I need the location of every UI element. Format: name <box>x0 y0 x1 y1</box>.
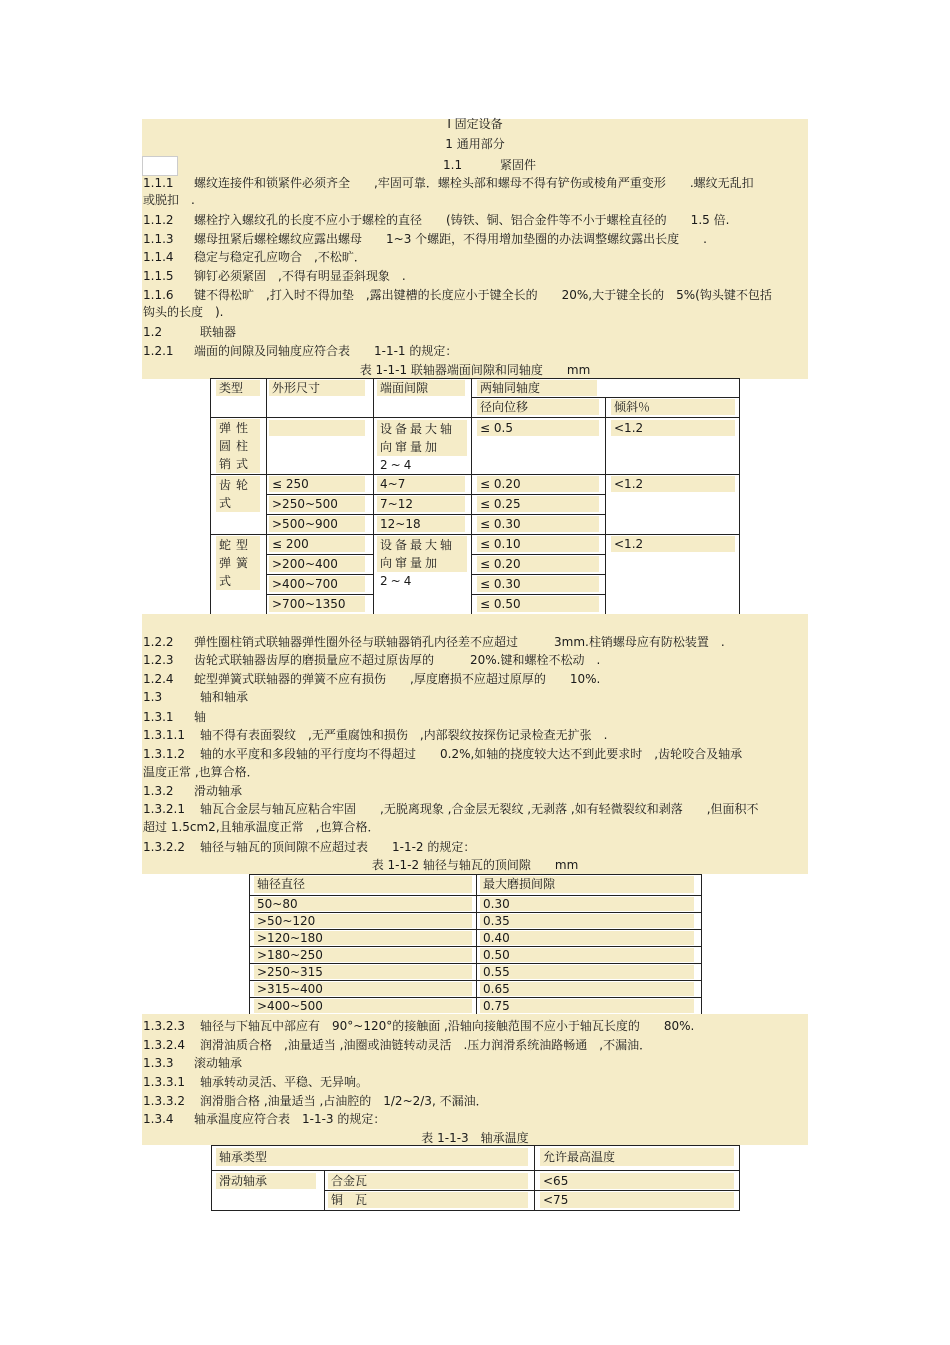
gap-cell: 0.65 <box>480 982 694 996</box>
table2-caption: 表 1-1-2 轴径与轴瓦的顶间隙 mm <box>371 858 579 872</box>
clause-text-cont: 温度正常 ,也算合格． <box>143 765 259 779</box>
clause-number: 1.3.2.1 <box>143 802 185 816</box>
clause-number: 1.3.1.2 <box>143 747 185 761</box>
clause-text: 螺纹连接件和锁紧件必须齐全 ,牢固可靠．螺栓头部和螺母不得有铲伤或棱角严重变形 .螺纹无乱扣 <box>194 176 754 190</box>
radial-snake: ≤ 0.20 <box>477 556 599 572</box>
subsection-title: 紧固件 <box>500 158 537 172</box>
radial-gear: ≤ 0.25 <box>477 496 599 512</box>
subsection-number: 1.1 <box>443 158 463 172</box>
clause-text: 弹性圈柱销式联轴器弹性圈外径与联轴器销孔内径差不应超过 3mm.柱销螺母应有防松装置 . <box>194 635 725 649</box>
size-elastic <box>269 420 365 436</box>
clause-number: 1.2.3 <box>143 653 174 667</box>
clause-text: 铆钉必须紧固 ,不得有明显歪斜现象 . <box>194 269 406 283</box>
clause-number: 1.2.1 <box>143 344 174 358</box>
clause-number: 1.2.2 <box>143 635 174 649</box>
header-size: 外形尺寸 <box>269 380 365 396</box>
clause-text: 螺母扭紧后螺栓螺纹应露出螺母 1~3 个螺距，不得用增加垫圈的办法调整螺纹露出长度 . <box>194 232 707 246</box>
clause-number: 1.1.4 <box>143 250 174 264</box>
clause-text: 稳定与稳定孔应吻合 ,不松旷． <box>194 250 366 264</box>
gap-cell: 0.30 <box>480 897 694 911</box>
clause-text: 轴瓦合金层与轴瓦应粘合牢固 ,无脱离现象 ,合金层无裂纹 ,无剥落 ,如有轻微裂纹和剥落 ,但面积不 <box>200 802 759 816</box>
clause-text-cont: 或脱扣 . <box>143 193 195 207</box>
type-elastic: 弹性圆柱销式 <box>216 419 260 473</box>
clause-text: 轴承转动灵活、平稳、无异响。 <box>200 1075 369 1089</box>
clause-text: 润滑脂合格 ,油量适当 ,占油腔的 1/2~2/3, 不漏油． <box>200 1094 488 1108</box>
size-snake: >200~400 <box>269 556 365 572</box>
size-gear: >500~900 <box>269 516 365 532</box>
header-diameter: 轴径直径 <box>254 876 472 893</box>
clause-number: 1.3.3.1 <box>143 1075 185 1089</box>
clause-text: 轴 <box>194 710 207 724</box>
size-snake: >700~1350 <box>269 596 365 612</box>
clause-number: 1.2.4 <box>143 672 174 686</box>
clause-number: 1.2 <box>143 325 163 339</box>
gap-cell: 0.35 <box>480 914 694 928</box>
gap-cell: 0.50 <box>480 948 694 962</box>
clause-text: 轴和轴承 <box>200 690 249 704</box>
header-gap: 端面间隙 <box>377 380 465 396</box>
clause-text: 蛇型弹簧式联轴器的弹簧不应有损伤 ,厚度磨损不应超过原厚的 10%. <box>194 672 601 686</box>
size-gear: >250~500 <box>269 496 365 512</box>
clause-text-cont: 钩头的长度 ). <box>143 305 224 319</box>
bearing-sub: 合金瓦 <box>328 1173 528 1189</box>
header-bearing-type: 轴承类型 <box>216 1148 528 1166</box>
clause-text: 端面的间隙及同轴度应符合表 1-1-1 的规定： <box>194 344 458 358</box>
tilt-elastic: <1.2 <box>611 420 735 436</box>
clause-text: 齿轮式联轴器齿厚的磨损量应不超过原齿厚的 20%.键和螺栓不松动 . <box>194 653 601 667</box>
radial-gear: ≤ 0.20 <box>477 476 599 492</box>
part-title: I 固定设备 <box>447 117 503 131</box>
table1-caption: 表 1-1-1 联轴器端面间隙和同轴度 mm <box>359 363 591 377</box>
blank-box <box>142 156 178 176</box>
temp-cell: <65 <box>540 1173 734 1189</box>
gap-gear: 4~7 <box>377 476 465 492</box>
clause-text: 轴径与下轴瓦中部应有 90°~120°的接触面 ,沿轴向接触范围不应小于轴瓦长度的 80%. <box>200 1019 695 1033</box>
clause-text: 轴径与轴瓦的顶间隙不应超过表 1-1-2 的规定： <box>200 840 476 854</box>
size-snake: ≤ 200 <box>269 536 365 552</box>
tilt-gear: <1.2 <box>611 476 735 492</box>
radial-snake: ≤ 0.30 <box>477 576 599 592</box>
clause-text: 联轴器 <box>200 325 237 339</box>
gap-cell: 0.55 <box>480 965 694 979</box>
header-type: 类型 <box>216 380 260 396</box>
radial-elastic: ≤ 0.5 <box>477 420 599 436</box>
diameter-cell: >180~250 <box>254 948 472 962</box>
clause-number: 1.1.5 <box>143 269 174 283</box>
clause-number: 1.3.3 <box>143 1056 174 1070</box>
clause-text: 轴的水平度和多段轴的平行度均不得超过 0.2%,如轴的挠度较大达不到此要求时 ,齿轮咬合及轴承 <box>200 747 743 761</box>
size-gear: ≤ 250 <box>269 476 365 492</box>
clause-text: 轴不得有表面裂纹 ,无严重腐蚀和损伤 ,内部裂纹按探伤记录检查无扩张 . <box>200 728 608 742</box>
clause-number: 1.1.2 <box>143 213 174 227</box>
clause-text: 螺栓拧入螺纹孔的长度不应小于螺栓的直径 (铸铁、铜、铝合金件等不小于螺栓直径的 1.5 倍. <box>194 213 730 227</box>
diameter-cell: >400~500 <box>254 999 472 1013</box>
clause-text: 键不得松旷 ,打入时不得加垫 ,露出键槽的长度应小于键全长的 20%,大于键全长的 5%(钩头键不包括 <box>194 288 772 302</box>
diameter-cell: >315~400 <box>254 982 472 996</box>
clause-number: 1.3.1.1 <box>143 728 185 742</box>
clause-number: 1.3.2.4 <box>143 1038 185 1052</box>
clause-text: 滑动轴承 <box>194 784 243 798</box>
clause-number: 1.1.1 <box>143 176 174 190</box>
temp-cell: <75 <box>540 1192 734 1208</box>
bearing-sub: 铜 瓦 <box>328 1192 528 1208</box>
radial-gear: ≤ 0.30 <box>477 516 599 532</box>
header-max-temp: 允许最高温度 <box>540 1148 734 1166</box>
clause-number: 1.3 <box>143 690 163 704</box>
diameter-cell: >50~120 <box>254 914 472 928</box>
diameter-cell: >120~180 <box>254 931 472 945</box>
header-radial: 径向位移 <box>477 399 599 415</box>
clause-text: 轴承温度应符合表 1-1-3 的规定： <box>194 1112 386 1126</box>
gap-gear: 12~18 <box>377 516 465 532</box>
tilt-snake: <1.2 <box>611 536 735 552</box>
clause-text-cont: 超过 1.5cm2,且轴承温度正常 ,也算合格． <box>143 820 380 834</box>
clause-text: 润滑油质合格 ,油量适当 ,油圈或油链转动灵活 .压力润滑系统油路畅通 ,不漏油． <box>200 1038 652 1052</box>
clause-number: 1.3.2.2 <box>143 840 185 854</box>
diameter-cell: >250~315 <box>254 965 472 979</box>
section-title: 1 通用部分 <box>445 137 505 151</box>
gap-snake: 设备最大轴向窜量加 2~4 <box>377 536 467 572</box>
header-max-gap: 最大磨损间隙 <box>480 876 694 893</box>
gap-cell: 0.75 <box>480 999 694 1013</box>
clause-number: 1.3.4 <box>143 1112 174 1126</box>
header-tilt: 倾斜％ <box>611 399 735 415</box>
header-coaxiality: 两轴同轴度 <box>477 380 597 396</box>
diameter-cell: 50~80 <box>254 897 472 911</box>
gap-cell: 0.40 <box>480 931 694 945</box>
gap-gear: 7~12 <box>377 496 465 512</box>
radial-snake: ≤ 0.10 <box>477 536 599 552</box>
table3-caption: 表 1-1-3 轴承温度 <box>421 1131 529 1145</box>
size-snake: >400~700 <box>269 576 365 592</box>
clause-text: 滚动轴承 <box>194 1056 243 1070</box>
clause-number: 1.3.3.2 <box>143 1094 185 1108</box>
radial-snake: ≤ 0.50 <box>477 596 599 612</box>
clause-number: 1.1.3 <box>143 232 174 246</box>
type-gear: 齿轮式 <box>216 476 260 512</box>
table2 <box>249 874 702 1016</box>
table3 <box>211 1145 740 1211</box>
bearing-group: 滑动轴承 <box>216 1173 316 1189</box>
clause-number: 1.3.1 <box>143 710 174 724</box>
clause-number: 1.3.2 <box>143 784 174 798</box>
gap-elastic: 设备最大轴向窜量加 2~4 <box>377 420 467 456</box>
table1 <box>210 378 740 616</box>
clause-number: 1.3.2.3 <box>143 1019 185 1033</box>
clause-number: 1.1.6 <box>143 288 174 302</box>
type-snake: 蛇型弹簧式 <box>216 536 260 590</box>
